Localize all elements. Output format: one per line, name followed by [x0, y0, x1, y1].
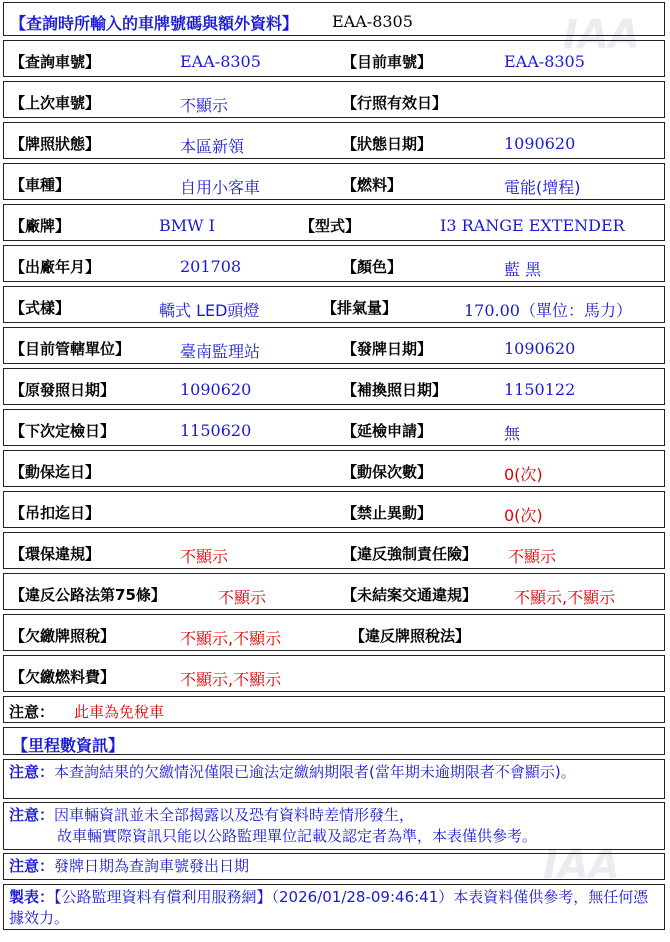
footer-text: 【公路監理資料有償利用服務網】（2026/01/28-09:46:41）本表資料僅供參考，無任何憑據效力。: [9, 888, 649, 927]
row-body-style: [3, 286, 665, 323]
value-environmental-violation: 不顯示: [180, 547, 229, 566]
label-reissue-date: 【補換照日期】: [342, 381, 448, 399]
label-current-plate: 【目前車號】: [342, 53, 433, 71]
value-jurisdiction: 臺南監理站: [180, 342, 261, 361]
value-unpaid-fuel-fee: 不顯示,不顯示: [180, 670, 282, 689]
value-query-plate: EAA-8305: [180, 52, 261, 71]
note-arrears: [3, 759, 665, 799]
value-vehicle-type: 自用小客車: [180, 178, 261, 197]
value-highway-law-violation: 不顯示: [218, 588, 267, 607]
label-jurisdiction: 【目前管轄單位】: [10, 340, 131, 358]
label-inspection-extension: 【延檢申請】: [342, 422, 433, 440]
value-transfer-ban: 0(次): [504, 506, 543, 525]
label-vehicle-type: 【車種】: [10, 176, 71, 194]
note-issue-date: [3, 853, 665, 880]
value-previous-plate: 不顯示: [180, 96, 229, 115]
row-plate-status: [3, 122, 665, 159]
label-unpaid-license-tax: 【欠繳牌照稅】: [10, 627, 116, 645]
value-status-date: 1090620: [504, 134, 576, 153]
note-disclaimer-label: 注意：: [9, 806, 55, 824]
value-inspection-extension: 無: [504, 424, 521, 443]
value-body-style: 轎式 LED頭燈: [159, 301, 260, 320]
label-body-style: 【式樣】: [10, 299, 71, 317]
label-manufacture-date: 【出廠年月】: [10, 258, 101, 276]
value-chattel-mortgage-count: 0(次): [504, 465, 543, 484]
label-previous-plate: 【上次車號】: [10, 94, 101, 112]
label-highway-law-violation: 【違反公路法第75條】: [10, 586, 166, 604]
value-reissue-date: 1150122: [504, 380, 576, 399]
label-suspension-end: 【吊扣迄日】: [10, 504, 101, 522]
label-plate-status: 【牌照狀態】: [10, 135, 101, 153]
vehicle-report: [3, 2, 667, 938]
value-manufacture-date: 201708: [180, 257, 242, 276]
label-model: 【型式】: [300, 217, 361, 235]
note-disclaimer-line1: 因車輛資訊並未全部揭露以及恐有資料時差情形發生，: [54, 806, 415, 824]
label-fuel: 【燃料】: [342, 176, 403, 194]
value-current-plate: EAA-8305: [504, 52, 585, 71]
label-query-plate: 【查詢車號】: [10, 53, 101, 71]
note-disclaimer-line2: 故車輛實際資訊只能以公路監理單位記載及認定者為準，本表僅供參考。: [57, 827, 538, 845]
value-issue-date: 1090620: [504, 339, 576, 358]
label-color: 【顏色】: [342, 258, 403, 276]
row-previous-plate: [3, 81, 665, 118]
label-license-valid-date: 【行照有效日】: [342, 94, 448, 112]
label-unpaid-fuel-fee: 【欠繳燃料費】: [10, 668, 116, 686]
label-issue-date: 【發牌日期】: [342, 340, 433, 358]
footer-label: 製表：: [9, 888, 55, 906]
label-open-traffic-violations: 【未結案交通違規】: [342, 586, 478, 604]
label-status-date: 【狀態日期】: [342, 135, 433, 153]
label-original-issue-date: 【原發照日期】: [10, 381, 116, 399]
label-chattel-mortgage-end: 【動保迄日】: [10, 463, 101, 481]
row-next-inspection: [3, 409, 665, 446]
label-displacement: 【排氣量】: [322, 299, 398, 317]
row-chattel-mortgage: [3, 450, 665, 487]
note-arrears-label: 注意：: [9, 763, 55, 781]
row-original-issue: [3, 368, 665, 405]
label-transfer-ban: 【禁止異動】: [342, 504, 433, 522]
label-next-inspection: 【下次定檢日】: [10, 422, 116, 440]
row-jurisdiction: [3, 327, 665, 364]
mileage-section-header: [3, 727, 665, 755]
report-header: [3, 2, 665, 36]
value-model: I3 RANGE EXTENDER: [440, 216, 625, 235]
tax-note-value: 此車為免稅車: [74, 703, 165, 721]
row-license-tax: [3, 614, 665, 651]
watermark-logo-bottom: IAA: [543, 842, 620, 888]
value-open-traffic-violations: 不顯示,不顯示: [514, 588, 616, 607]
value-original-issue-date: 1090620: [180, 380, 252, 399]
note-disclaimer: [3, 802, 665, 850]
row-vehicle-type: [3, 163, 665, 200]
value-plate-status: 本區新領: [180, 137, 245, 156]
note-arrears-text: 本查詢結果的欠繳情況僅限已逾法定繳納期限者(當年期未逾期限者不會顯示)。: [54, 763, 576, 781]
mileage-header-label: 【里程數資訊】: [12, 736, 125, 755]
row-highway-law: [3, 573, 665, 610]
header-plate: EAA-8305: [332, 12, 413, 31]
row-brand: [3, 204, 665, 241]
tax-note-label: 注意：: [9, 703, 55, 721]
report-footer: [3, 884, 665, 930]
row-environmental: [3, 532, 665, 569]
tax-exempt-note: [3, 696, 665, 723]
row-suspension: [3, 491, 665, 528]
header-prefix: 【查詢時所輸入的車牌號碼與額外資料】: [10, 14, 299, 33]
note-issue-date-text: 發牌日期為查詢車號發出日期: [54, 857, 250, 875]
value-unpaid-license-tax: 不顯示,不顯示: [180, 629, 282, 648]
row-plate: [3, 40, 665, 77]
value-next-inspection: 1150620: [180, 421, 252, 440]
label-chattel-mortgage-count: 【動保次數】: [342, 463, 433, 481]
value-color: 藍 黑: [504, 260, 542, 279]
value-fuel: 電能(增程): [504, 178, 581, 197]
value-displacement: 170.00（單位：馬力）: [464, 301, 632, 320]
row-manufacture-date: [3, 245, 665, 282]
value-insurance-violation: 不顯示: [508, 547, 557, 566]
note-issue-date-label: 注意：: [9, 857, 55, 875]
label-environmental-violation: 【環保違規】: [10, 545, 101, 563]
label-brand: 【廠牌】: [10, 217, 71, 235]
label-insurance-violation: 【違反強制責任險】: [342, 545, 478, 563]
row-fuel-fee: [3, 655, 665, 692]
label-license-tax-violation: 【違反牌照稅法】: [350, 627, 471, 645]
watermark-logo: IAA: [563, 12, 640, 58]
value-brand: BMW I: [159, 216, 215, 235]
